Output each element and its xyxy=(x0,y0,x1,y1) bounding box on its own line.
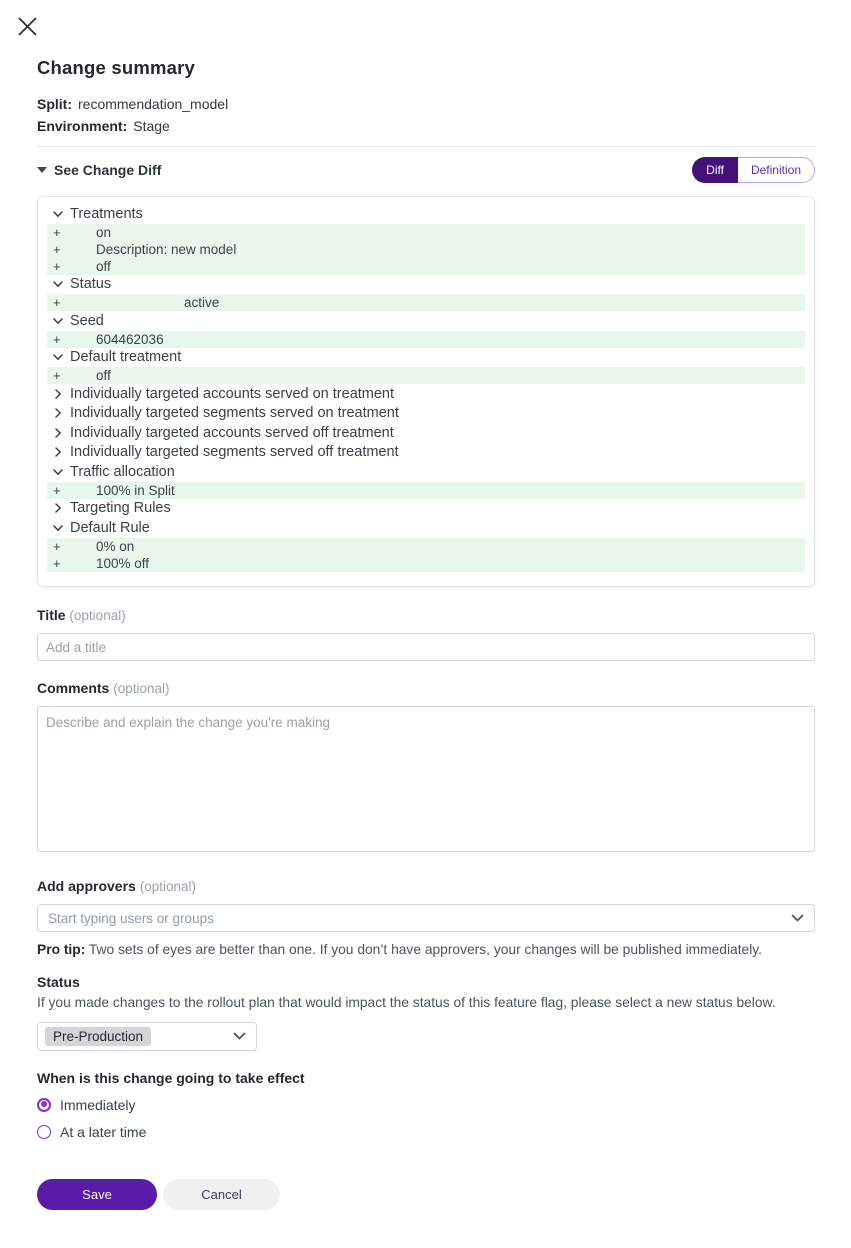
diff-row-added xyxy=(47,555,805,572)
split-value: recommendation_model xyxy=(78,96,229,112)
comments-textarea[interactable] xyxy=(37,706,815,852)
approvers-field-label: Add approvers (optional) xyxy=(37,878,196,894)
action-buttons xyxy=(37,1179,815,1210)
diff-added-text: on xyxy=(96,224,112,240)
diff-row-added xyxy=(47,258,805,275)
diff-row-added xyxy=(47,224,805,241)
close-icon xyxy=(17,16,38,37)
environment-value: Stage xyxy=(133,118,170,134)
diff-row-label: Individually targeted segments served on treatment xyxy=(70,405,399,422)
diff-row-added xyxy=(47,367,805,384)
diff-added-text: 100% off xyxy=(96,555,150,571)
pro-tip-text: Two sets of eyes are better than one. If you don’t have approvers, your changes will be published immediately. xyxy=(88,942,762,957)
diff-row-header[interactable] xyxy=(47,462,805,482)
title-optional-hint: (optional) xyxy=(69,608,126,623)
split-row xyxy=(37,93,815,115)
chevron-down-icon xyxy=(53,316,70,326)
pro-tip xyxy=(37,941,777,958)
diff-row-label: Seed xyxy=(70,312,104,329)
diff-row-label: Traffic allocation xyxy=(70,463,175,480)
plus-icon: + xyxy=(53,368,61,383)
diff-added-text: 0% on xyxy=(96,538,135,554)
chevron-right-icon xyxy=(53,447,70,457)
title-field-label: Title (optional) xyxy=(37,607,126,623)
see-change-diff-toggle[interactable] xyxy=(37,162,161,178)
schedule-section-label: When is this change going to take effect xyxy=(37,1069,305,1086)
chevron-right-icon xyxy=(53,503,70,513)
pro-tip-label: Pro tip: xyxy=(37,942,86,957)
diff-row-header[interactable] xyxy=(47,499,805,519)
environment-label: Environment: xyxy=(37,118,128,134)
plus-icon: + xyxy=(53,555,61,571)
plus-icon: + xyxy=(53,241,61,257)
schedule-option-label: At a later time xyxy=(60,1123,147,1140)
change-summary-modal xyxy=(37,0,815,1210)
chevron-down-icon xyxy=(53,352,70,362)
divider xyxy=(37,146,815,147)
diff-row-header[interactable] xyxy=(47,443,805,463)
tab-diff[interactable]: Diff xyxy=(692,157,738,183)
diff-added-text: off xyxy=(96,368,111,383)
cancel-button[interactable]: Cancel xyxy=(163,1179,280,1210)
approvers-placeholder: Start typing users or groups xyxy=(48,910,214,926)
plus-icon: + xyxy=(53,295,61,310)
title-input[interactable] xyxy=(37,633,815,661)
schedule-option[interactable] xyxy=(37,1124,815,1140)
diff-definition-toggle xyxy=(692,157,815,183)
chevron-down-icon xyxy=(53,523,70,533)
diff-row-header[interactable] xyxy=(47,404,805,424)
chevron-down-icon xyxy=(53,209,70,219)
approvers-select[interactable] xyxy=(37,904,815,932)
diff-row-added xyxy=(47,538,805,555)
diff-row-label: Default treatment xyxy=(70,349,182,366)
diff-row-header[interactable] xyxy=(47,311,805,331)
diff-row-label: Individually targeted accounts served on treatment xyxy=(70,385,395,402)
diff-row-header[interactable] xyxy=(47,275,805,295)
page-title: Change summary xyxy=(37,57,196,78)
diff-added-text: off xyxy=(96,258,111,274)
diff-row-header[interactable] xyxy=(47,384,805,404)
diff-row-label: Individually targeted segments served off treatment xyxy=(70,444,399,461)
diff-row-header[interactable] xyxy=(47,348,805,368)
schedule-option[interactable] xyxy=(37,1097,815,1113)
diff-row-label: Individually targeted accounts served off treatment xyxy=(70,424,394,441)
chevron-right-icon xyxy=(53,389,70,399)
chevron-right-icon xyxy=(53,408,70,418)
status-section-label: Status xyxy=(37,974,80,990)
schedule-option-label: Immediately xyxy=(60,1096,136,1113)
diff-added-text: active xyxy=(184,295,220,310)
environment-row xyxy=(37,115,815,137)
diff-added-text: 100% in Split xyxy=(96,482,175,498)
diff-row-added xyxy=(47,331,805,348)
tab-definition[interactable]: Definition xyxy=(738,157,815,183)
diff-row-added xyxy=(47,482,805,499)
save-button[interactable]: Save xyxy=(37,1179,157,1210)
comments-optional-hint: (optional) xyxy=(113,681,170,696)
diff-added-text: 604462036 xyxy=(96,331,164,347)
diff-section-title: See Change Diff xyxy=(54,161,162,178)
diff-row-header[interactable] xyxy=(47,423,805,443)
plus-icon: + xyxy=(53,224,61,240)
diff-added-text: Description: new model xyxy=(96,241,237,257)
diff-row-label: Status xyxy=(70,276,112,293)
chevron-down-icon xyxy=(53,467,70,477)
diff-row-label: Treatments xyxy=(70,205,143,222)
plus-icon: + xyxy=(53,331,61,347)
comments-field-label: Comments (optional) xyxy=(37,680,170,696)
status-description: If you made changes to the rollout plan that would impact the status of this feature flag, please select a new status below. xyxy=(37,995,776,1010)
chevron-down-icon xyxy=(53,279,70,289)
diff-row-header[interactable] xyxy=(47,204,805,224)
chevron-down-icon xyxy=(791,914,804,923)
close-button[interactable] xyxy=(15,14,39,38)
chevron-down-icon xyxy=(233,1032,246,1041)
diff-row-added xyxy=(47,241,805,258)
plus-icon: + xyxy=(53,482,61,498)
plus-icon: + xyxy=(53,258,61,274)
status-dropdown[interactable] xyxy=(37,1022,257,1051)
diff-row-label: Default Rule xyxy=(70,519,150,536)
radio-selected-icon xyxy=(37,1098,51,1112)
split-label: Split: xyxy=(37,96,72,112)
approvers-optional-hint: (optional) xyxy=(139,879,196,894)
radio-unselected-icon xyxy=(37,1125,51,1139)
diff-row-header[interactable] xyxy=(47,518,805,538)
status-selected-badge: Pre-Production xyxy=(45,1027,151,1046)
plus-icon: + xyxy=(53,538,61,554)
diff-row-label: Targeting Rules xyxy=(70,500,171,517)
schedule-options xyxy=(37,1097,815,1140)
diff-panel xyxy=(37,196,815,587)
caret-down-icon xyxy=(37,167,47,173)
diff-row-added xyxy=(47,294,805,311)
chevron-right-icon xyxy=(53,428,70,438)
